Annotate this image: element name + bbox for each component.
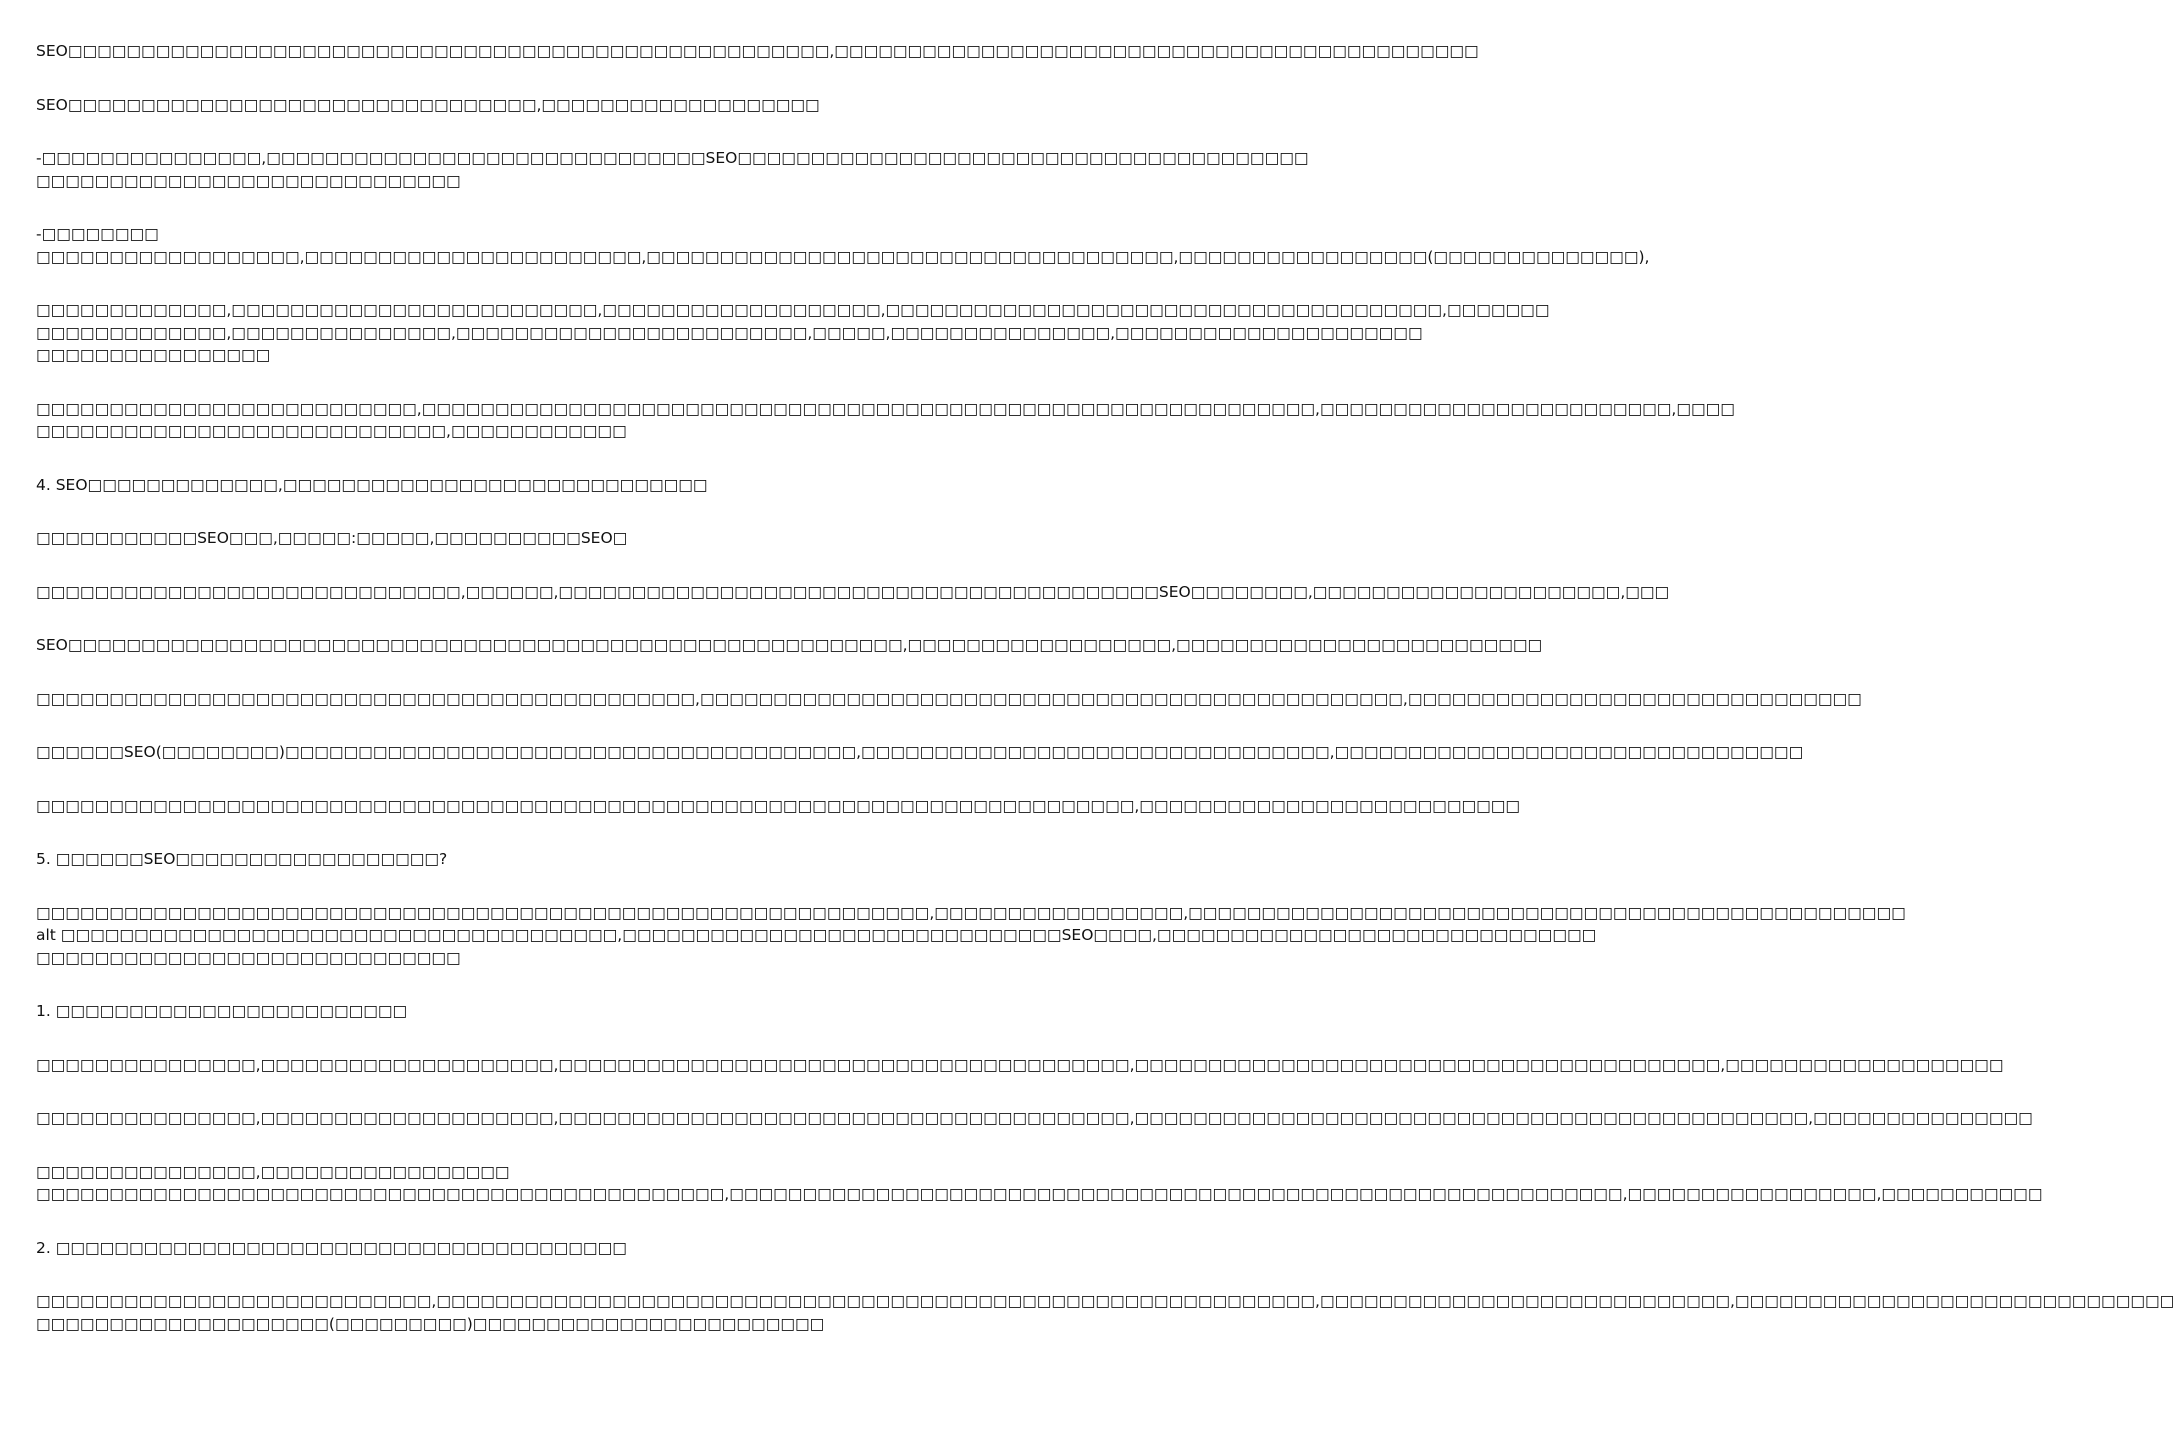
text-line: □□□□□□□□□□□□□,□□□□□□□□□□□□□□□□□□□□□□□□□,□□□□□□□□□□□□□□□□□□□,□□□□□□□□□□□□□□□□□□□□□□□□□□□□□□□□□□□□□□,□□□□□□□ (36, 301, 1550, 319)
text-line: □□□□□□□□□□□□□□□□□□□□□□□□□□□□□□□□□□□□□□□□□□□□□,□□□□□□□□□□□□□□□□□□□□□□□□□□□□□□□□□□□□□□□□□□□□□□□□,□□□□□□□□□□□□□□□□□□□□□□□□□□□□□□□ (36, 689, 1862, 708)
section-heading (36, 1000, 989, 1023)
text-line: □□□□□□□□□□□□□□□□□□□□(□□□□□□□□□)□□□□□□□□□□□□□□□□□□□□□□□□ (36, 1314, 825, 1333)
section-heading (36, 474, 989, 497)
text-line: SEO□□□□□□□□□□□□□□□□□□□□□□□□□□□□□□□□□□□□□□□□□□□□□□□□□□□□□□□□□,□□□□□□□□□□□□□□□□□□,□□□□□□□□□□□□□□□□□□□□□□□□□ (36, 636, 1543, 654)
paragraph (36, 741, 1804, 764)
text-line: □□□□□□□□□□□□□,□□□□□□□□□□□□□□□,□□□□□□□□□□□□□□□□□□□□□□□□,□□□□□,□□□□□□□□□□□□□□□,□□□□□□□□□□□□□□□□□□□□□ (36, 323, 1423, 342)
text-line: □□□□□□□□□□□□□□□□□□□□□□□□□□□,□□□□□□□□□□□□□□□□□□□□□□□□□□□□□□□□□□□□□□□□□□□□□□□□□□□□□□□□□□□□,□□□□□□□□□□□□□□□□□□□□□□□□□□□□,□□□□□□□□□□□□□□□□□□□□□□□□□□□□□□ (36, 1292, 2174, 1310)
paragraph (36, 1290, 2174, 1335)
text-line: 5. □□□□□□SEO□□□□□□□□□□□□□□□□□□? (36, 850, 448, 868)
paragraph (36, 299, 1550, 367)
paragraph (36, 147, 1309, 192)
paragraph (36, 40, 1479, 63)
text-line: SEO□□□□□□□□□□□□□□□□□□□□□□□□□□□□□□□□,□□□□□□□□□□□□□□□□□□□ (36, 95, 820, 114)
text-line: □□□□□□□□□□□SEO□□□,□□□□□:□□□□□,□□□□□□□□□□SEO□ (36, 529, 628, 547)
paragraph (36, 398, 1735, 443)
section-heading (36, 1237, 989, 1260)
paragraph (36, 94, 989, 117)
section-heading (36, 848, 989, 871)
text-line: □□□□□□□□□□□□□□□,□□□□□□□□□□□□□□□□□□□□,□□□□□□□□□□□□□□□□□□□□□□□□□□□□□□□□□□□□□□□,□□□□□□□□□□□□□□□□□□□□□□□□□□□□□□□□□□□□□□□□□□□□□□,□□□□□□□□□□□□□□□ (36, 1109, 2033, 1127)
text-line: 1. □□□□□□□□□□□□□□□□□□□□□□□□ (36, 1002, 408, 1020)
text-line: 4. SEO□□□□□□□□□□□□□,□□□□□□□□□□□□□□□□□□□□□□□□□□□□□ (36, 475, 708, 494)
text-line: □□□□□□SEO(□□□□□□□□)□□□□□□□□□□□□□□□□□□□□□□□□□□□□□□□□□□□□□□□,□□□□□□□□□□□□□□□□□□□□□□□□□□□□□□□□,□□□□□□□□□□□□□□□□□□□□□□□□□□□□□□□□ (36, 743, 1804, 761)
text-line: □□□□□□□□□□□□□□□□□□□□□□□□□□□□□□□□□□□□□□□□□□□□□□□□□□□□□□□□□□□□□,□□□□□□□□□□□□□□□□□,□□□□□□□□□□□□□□□□□□□□□□□□□□□□□□□□□□□□□□□□□□□□□□□□□ (36, 903, 1906, 922)
paragraph (36, 1161, 2043, 1206)
text-line: SEO□□□□□□□□□□□□□□□□□□□□□□□□□□□□□□□□□□□□□□□□□□□□□□□□□□□□,□□□□□□□□□□□□□□□□□□□□□□□□□□□□□□□□□□□□□□□□□□□□ (36, 42, 1479, 60)
text-line: □□□□□□□□□□□□□□□□□□,□□□□□□□□□□□□□□□□□□□□□□□,□□□□□□□□□□□□□□□□□□□□□□□□□□□□□□□□□□□□,□□□□□□□□□□□□□□□□□(□□□□□□□□□□□□□□), (36, 247, 1650, 266)
text-line: 2. □□□□□□□□□□□□□□□□□□□□□□□□□□□□□□□□□□□□□□□ (36, 1238, 627, 1257)
text-line: □□□□□□□□□□□□□□□□□□□□□□□□□□□□□ (36, 171, 461, 190)
paragraph (36, 795, 1521, 818)
paragraph (36, 688, 1862, 711)
text-line: □□□□□□□□□□□□□□□□ (36, 346, 271, 364)
document-body (36, 40, 2174, 1335)
text-line: □□□□□□□□□□□□□□□□□□□□□□□□□□□□□,□□□□□□,□□□□□□□□□□□□□□□□□□□□□□□□□□□□□□□□□□□□□□□□□SEO□□□□□□□□,□□□□□□□□□□□□□□□□□□□□□,□□□ (36, 582, 1670, 601)
text-line: □□□□□□□□□□□□□□□□□□□□□□□□□□,□□□□□□□□□□□□□□□□□□□□□□□□□□□□□□□□□□□□□□□□□□□□□□□□□□□□□□□□□□□□□,□□□□□□□□□□□□□□□□□□□□□□□□,□□□□ (36, 399, 1735, 418)
paragraph (36, 902, 1906, 970)
paragraph (36, 223, 1650, 268)
text-line: □□□□□□□□□□□□□□□□□□□□□□□□□□□□□□□□□□□□□□□□□□□□□□□□□□□□□□□□□□□□□□□□□□□□□□□□□□□,□□□□□□□□□□□□□□□□□□□□□□□□□□ (36, 796, 1521, 815)
paragraph (36, 581, 1670, 604)
text-line: alt □□□□□□□□□□□□□□□□□□□□□□□□□□□□□□□□□□□□□□,□□□□□□□□□□□□□□□□□□□□□□□□□□□□□□SEO□□□□,□□□□□□□□□□□□□□□□□□□□□□□□□□□□□□ (36, 926, 1597, 944)
text-line: □□□□□□□□□□□□□□□,□□□□□□□□□□□□□□□□□ (36, 1162, 510, 1181)
text-line: □□□□□□□□□□□□□□□□□□□□□□□□□□□□□□□□□□□□□□□□□□□□□□□,□□□□□□□□□□□□□□□□□□□□□□□□□□□□□□□□□□□□□□□□□□□□□□□□□□□□□□□□□□□□□,□□□□□□□□□□□□□□□□□,□□□□□□□□□□□ (36, 1185, 2043, 1203)
text-line: □□□□□□□□□□□□□□□□□□□□□□□□□□□□,□□□□□□□□□□□□ (36, 422, 627, 440)
paragraph (36, 634, 1543, 657)
text-line: □□□□□□□□□□□□□□□□□□□□□□□□□□□□□ (36, 948, 461, 967)
text-line: -□□□□□□□□ (36, 225, 159, 243)
text-line: -□□□□□□□□□□□□□□□,□□□□□□□□□□□□□□□□□□□□□□□□□□□□□□SEO□□□□□□□□□□□□□□□□□□□□□□□□□□□□□□□□□□□□□□□ (36, 149, 1309, 167)
text-line: □□□□□□□□□□□□□□□,□□□□□□□□□□□□□□□□□□□□,□□□□□□□□□□□□□□□□□□□□□□□□□□□□□□□□□□□□□□□,□□□□□□□□□□□□□□□□□□□□□□□□□□□□□□□□□□□□□□□□,□□□□□□□□□□□□□□□□□□□ (36, 1055, 2004, 1074)
paragraph (36, 1107, 2033, 1130)
paragraph (36, 1054, 2004, 1077)
paragraph (36, 527, 989, 550)
